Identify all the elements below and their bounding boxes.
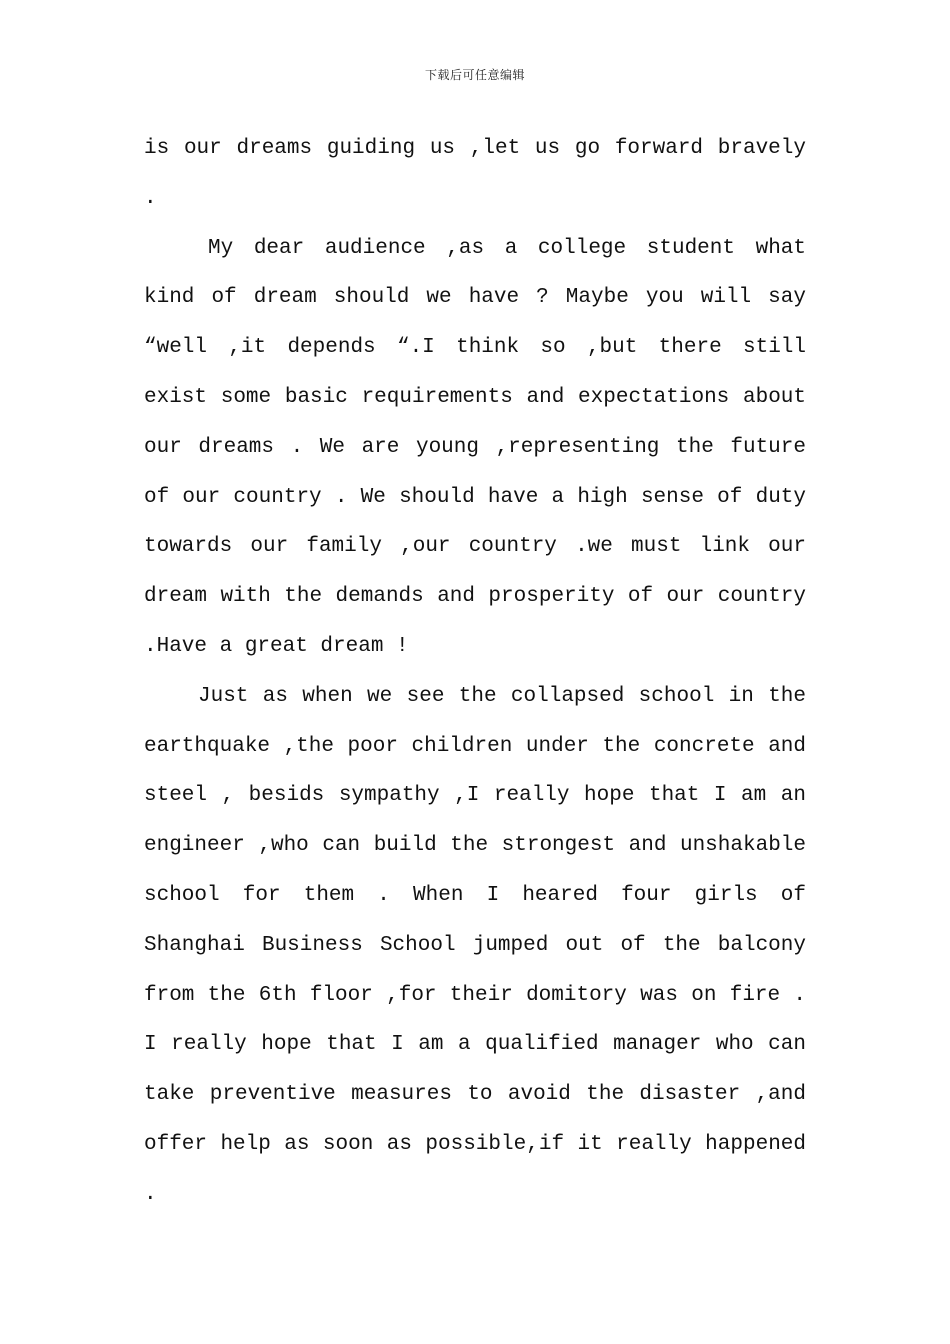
paragraph-earthquake: Just as when we see the collapsed school in the earthquake ,the poor children under the concrete and steel , besids sympathy ,I really hope that I am an engineer ,who can build the strongest and unshakable school for them . When I heared four girls of Shanghai Business School jumped out of the balcony from the 6th floor ,for their domitory was on fire . I really hope that I am a qualified manager who can take preventive measures to avoid the disaster ,and offer help as soon as possible,if it really happened . bbox=[144, 684, 806, 1206]
paragraph-dream-audience: My dear audience ,as a college student what kind of dream should we have ? Maybe you will say “well ,it depends “.I think so ,but there still exist some basic requirements and expectations about our dreams . We are young ,representing the future of our country . We should have a high sense of duty towards our family ,our country .we must link our dream with the demands and prosperity of our country .Have a great dream ! bbox=[144, 236, 806, 658]
page-header: 下载后可任意编辑 bbox=[424, 68, 525, 82]
document-body bbox=[144, 124, 806, 1220]
paragraph-continuation: is our dreams guiding us ,let us go forward bravely . bbox=[144, 137, 806, 210]
